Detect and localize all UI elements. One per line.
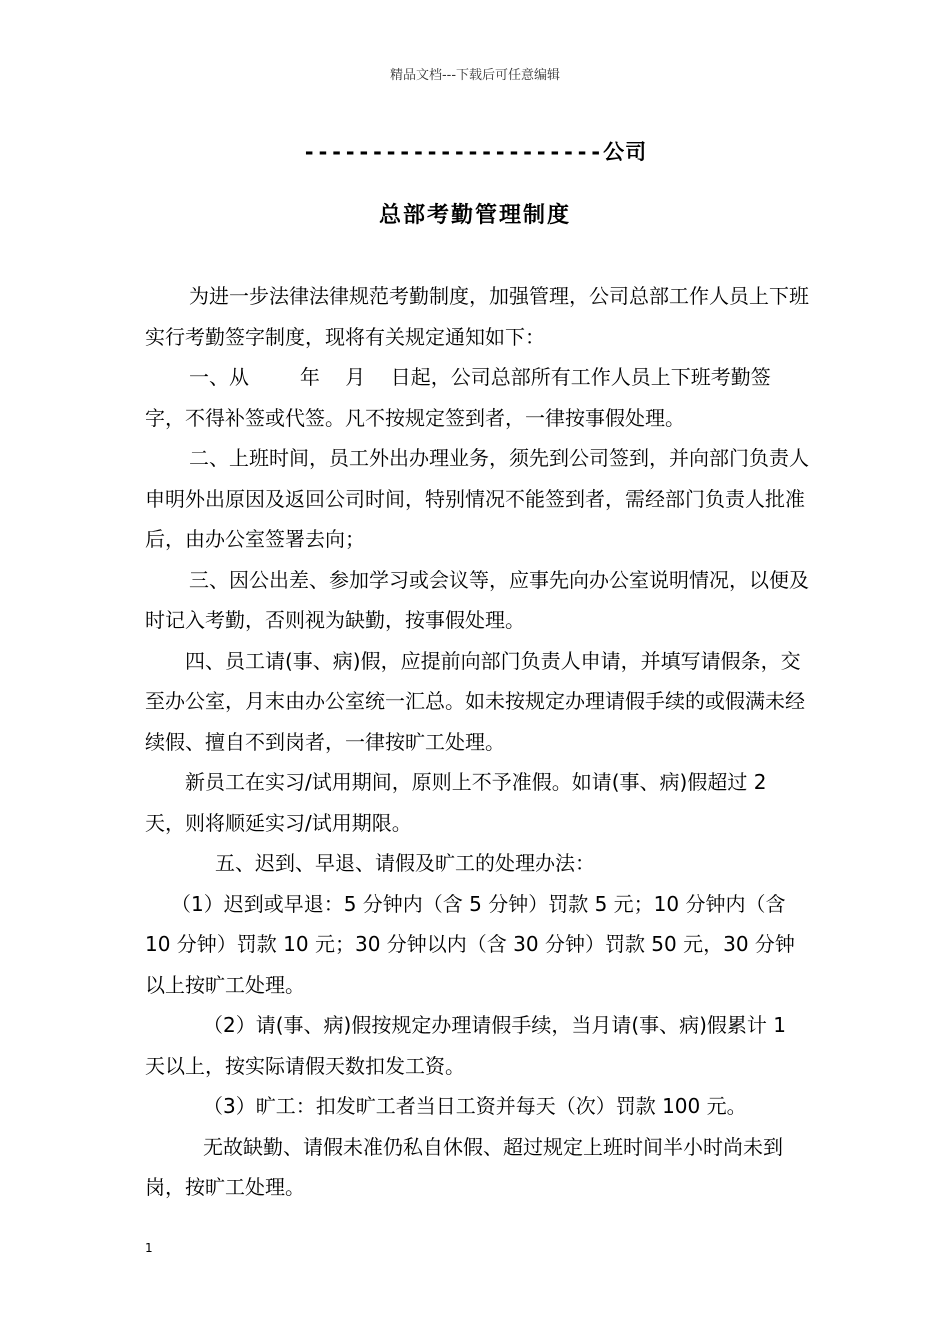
paragraph-rule-2: 二、上班时间，员工外出办理业务，须先到公司签到，并向部门负责人申明外出原因及返回公司时间，特别情况不能签到者，需经部门负责人批准后，由办公室签署去向； — [145, 446, 809, 551]
paragraph-rule-4: 四、员工请(事、病)假，应提前向部门负责人申请，并填写请假条，交至办公室，月末由办公室统一汇总。如未按规定办理请假手续的或假满未经续假、擅自不到岗者，一律按旷工处理。 — [145, 648, 805, 754]
paragraph-item-3: （3）旷工：扣发旷工者当日工资并每天（次）罚款 100 元。 — [203, 1094, 747, 1118]
company-name-line: ----------------------公司 — [302, 140, 648, 164]
paragraph-rule-3: 三、因公出差、参加学习或会议等，应事先向办公室说明情况，以便及时记入考勤，否则视为缺勤，按事假处理。 — [145, 567, 809, 632]
document-body — [145, 276, 810, 1208]
header-note: 精品文档---下载后可任意编辑 — [389, 68, 561, 83]
page-title: 总部考勤管理制度 — [378, 203, 571, 228]
paragraph-absence: 无故缺勤、请假未准仍私自休假、超过规定上班时间半小时尚未到岗，按旷工处理。 — [145, 1134, 783, 1199]
paragraph-item-1: （1）迟到或早退：5 分钟内（含 5 分钟）罚款 5 元；10 分钟内（含 10 分钟）罚款 10 元；30 分钟以内（含 30 分钟）罚款 50 元，30 分钟以上按旷工处理。 — [145, 891, 795, 997]
paragraph-new-employee: 新员工在实习/试用期间，原则上不予准假。如请(事、病)假超过 2 天，则将顺延实习/试用期限。 — [145, 770, 767, 835]
paragraph-item-2: （2）请(事、病)假按规定办理请假手续，当月请(事、病)假累计 1 天以上，按实际请假天数扣发工资。 — [145, 1013, 787, 1078]
page-number: 1 — [145, 1241, 153, 1255]
paragraph-rule-5: 五、迟到、早退、请假及旷工的处理办法： — [215, 851, 595, 875]
paragraph-intro: 为进一步法律法律规范考勤制度，加强管理，公司总部工作人员上下班实行考勤签字制度，现将有关规定通知如下： — [145, 284, 809, 349]
paragraph-rule-1: 一、从 年 月 日起，公司总部所有工作人员上下班考勤签字，不得补签或代签。凡不按规定签到者，一律按事假处理。 — [145, 365, 771, 430]
